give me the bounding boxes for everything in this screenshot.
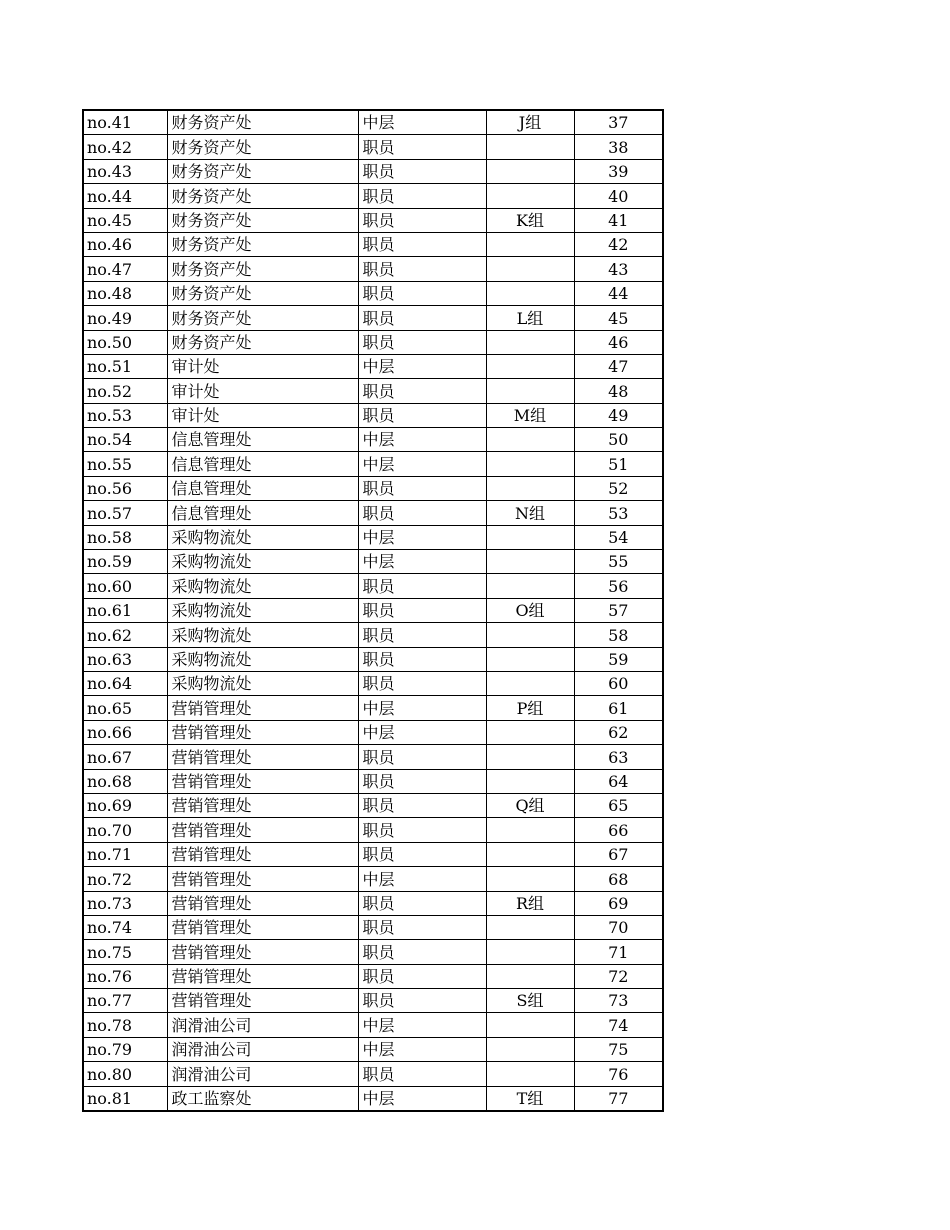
department-cell: 审计处 <box>167 403 358 427</box>
employee-no-cell: no.55 <box>83 452 167 476</box>
group-cell <box>486 281 574 305</box>
sequence-cell: 53 <box>574 501 663 525</box>
employee-no-cell: no.42 <box>83 135 167 159</box>
employee-no-cell: no.52 <box>83 379 167 403</box>
group-cell <box>486 476 574 500</box>
level-cell: 职员 <box>358 232 486 256</box>
group-cell: K组 <box>486 208 574 232</box>
group-cell <box>486 1037 574 1061</box>
department-cell: 营销管理处 <box>167 964 358 988</box>
level-cell: 职员 <box>358 379 486 403</box>
table-row <box>83 306 663 330</box>
table-row <box>83 793 663 817</box>
level-cell: 职员 <box>358 135 486 159</box>
level-cell: 职员 <box>358 574 486 598</box>
group-cell <box>486 330 574 354</box>
sequence-cell: 63 <box>574 745 663 769</box>
table-row <box>83 745 663 769</box>
roster-table <box>82 109 664 1112</box>
department-cell: 采购物流处 <box>167 574 358 598</box>
sequence-cell: 64 <box>574 769 663 793</box>
table-row <box>83 159 663 183</box>
department-cell: 营销管理处 <box>167 842 358 866</box>
group-cell <box>486 135 574 159</box>
level-cell: 职员 <box>358 940 486 964</box>
table-row <box>83 647 663 671</box>
level-cell: 中层 <box>358 720 486 744</box>
level-cell: 职员 <box>358 745 486 769</box>
level-cell: 中层 <box>358 525 486 549</box>
department-cell: 信息管理处 <box>167 476 358 500</box>
table-row <box>83 525 663 549</box>
sequence-cell: 38 <box>574 135 663 159</box>
employee-no-cell: no.62 <box>83 623 167 647</box>
employee-no-cell: no.49 <box>83 306 167 330</box>
group-cell <box>486 818 574 842</box>
level-cell: 职员 <box>358 818 486 842</box>
department-cell: 信息管理处 <box>167 452 358 476</box>
sequence-cell: 39 <box>574 159 663 183</box>
department-cell: 审计处 <box>167 379 358 403</box>
group-cell <box>486 428 574 452</box>
level-cell: 职员 <box>358 330 486 354</box>
sequence-cell: 50 <box>574 428 663 452</box>
level-cell: 职员 <box>358 403 486 427</box>
sequence-cell: 37 <box>574 110 663 135</box>
group-cell <box>486 964 574 988</box>
table-row <box>83 574 663 598</box>
employee-no-cell: no.79 <box>83 1037 167 1061</box>
table-row <box>83 110 663 135</box>
table-row <box>83 940 663 964</box>
level-cell: 职员 <box>358 842 486 866</box>
employee-no-cell: no.65 <box>83 696 167 720</box>
department-cell: 营销管理处 <box>167 915 358 939</box>
sequence-cell: 54 <box>574 525 663 549</box>
employee-no-cell: no.80 <box>83 1062 167 1086</box>
employee-no-cell: no.60 <box>83 574 167 598</box>
department-cell: 采购物流处 <box>167 623 358 647</box>
group-cell <box>486 671 574 695</box>
department-cell: 信息管理处 <box>167 501 358 525</box>
sequence-cell: 47 <box>574 354 663 378</box>
level-cell: 中层 <box>358 1037 486 1061</box>
group-cell: T组 <box>486 1086 574 1111</box>
sequence-cell: 55 <box>574 550 663 574</box>
table-row <box>83 208 663 232</box>
employee-no-cell: no.81 <box>83 1086 167 1111</box>
department-cell: 营销管理处 <box>167 696 358 720</box>
group-cell <box>486 257 574 281</box>
employee-no-cell: no.71 <box>83 842 167 866</box>
department-cell: 审计处 <box>167 354 358 378</box>
group-cell <box>486 525 574 549</box>
sequence-cell: 72 <box>574 964 663 988</box>
level-cell: 职员 <box>358 208 486 232</box>
department-cell: 营销管理处 <box>167 891 358 915</box>
department-cell: 采购物流处 <box>167 647 358 671</box>
group-cell <box>486 769 574 793</box>
sequence-cell: 46 <box>574 330 663 354</box>
table-row <box>83 915 663 939</box>
employee-no-cell: no.56 <box>83 476 167 500</box>
sequence-cell: 66 <box>574 818 663 842</box>
group-cell <box>486 232 574 256</box>
sequence-cell: 44 <box>574 281 663 305</box>
group-cell <box>486 867 574 891</box>
table-row <box>83 330 663 354</box>
group-cell: O组 <box>486 598 574 622</box>
department-cell: 润滑油公司 <box>167 1013 358 1037</box>
employee-no-cell: no.51 <box>83 354 167 378</box>
employee-no-cell: no.50 <box>83 330 167 354</box>
department-cell: 采购物流处 <box>167 671 358 695</box>
table-row <box>83 501 663 525</box>
department-cell: 营销管理处 <box>167 940 358 964</box>
table-row <box>83 379 663 403</box>
employee-no-cell: no.73 <box>83 891 167 915</box>
department-cell: 采购物流处 <box>167 550 358 574</box>
department-cell: 采购物流处 <box>167 525 358 549</box>
table-row <box>83 623 663 647</box>
sequence-cell: 59 <box>574 647 663 671</box>
table-row <box>83 403 663 427</box>
department-cell: 财务资产处 <box>167 110 358 135</box>
group-cell <box>486 574 574 598</box>
level-cell: 职员 <box>358 989 486 1013</box>
department-cell: 营销管理处 <box>167 867 358 891</box>
employee-no-cell: no.63 <box>83 647 167 671</box>
group-cell <box>486 379 574 403</box>
sequence-cell: 67 <box>574 842 663 866</box>
sequence-cell: 52 <box>574 476 663 500</box>
level-cell: 职员 <box>358 257 486 281</box>
sequence-cell: 42 <box>574 232 663 256</box>
table-row <box>83 818 663 842</box>
sequence-cell: 75 <box>574 1037 663 1061</box>
group-cell <box>486 623 574 647</box>
sequence-cell: 48 <box>574 379 663 403</box>
employee-no-cell: no.45 <box>83 208 167 232</box>
employee-no-cell: no.48 <box>83 281 167 305</box>
level-cell: 职员 <box>358 598 486 622</box>
employee-no-cell: no.68 <box>83 769 167 793</box>
level-cell: 职员 <box>358 184 486 208</box>
table-row <box>83 720 663 744</box>
table-row <box>83 428 663 452</box>
level-cell: 职员 <box>358 1062 486 1086</box>
sequence-cell: 73 <box>574 989 663 1013</box>
group-cell: M组 <box>486 403 574 427</box>
level-cell: 中层 <box>358 550 486 574</box>
sequence-cell: 49 <box>574 403 663 427</box>
table-row <box>83 184 663 208</box>
department-cell: 财务资产处 <box>167 135 358 159</box>
employee-no-cell: no.47 <box>83 257 167 281</box>
employee-no-cell: no.53 <box>83 403 167 427</box>
department-cell: 财务资产处 <box>167 257 358 281</box>
table-row <box>83 964 663 988</box>
level-cell: 职员 <box>358 915 486 939</box>
department-cell: 营销管理处 <box>167 745 358 769</box>
level-cell: 职员 <box>358 769 486 793</box>
employee-no-cell: no.70 <box>83 818 167 842</box>
group-cell <box>486 184 574 208</box>
table-row <box>83 696 663 720</box>
table-row <box>83 989 663 1013</box>
table-row <box>83 452 663 476</box>
group-cell: R组 <box>486 891 574 915</box>
table-row <box>83 135 663 159</box>
table-row <box>83 354 663 378</box>
table-row <box>83 671 663 695</box>
table-row <box>83 1037 663 1061</box>
department-cell: 政工监察处 <box>167 1086 358 1111</box>
department-cell: 信息管理处 <box>167 428 358 452</box>
employee-no-cell: no.66 <box>83 720 167 744</box>
employee-no-cell: no.75 <box>83 940 167 964</box>
sequence-cell: 41 <box>574 208 663 232</box>
group-cell: J组 <box>486 110 574 135</box>
group-cell <box>486 159 574 183</box>
department-cell: 营销管理处 <box>167 720 358 744</box>
department-cell: 润滑油公司 <box>167 1037 358 1061</box>
group-cell <box>486 915 574 939</box>
sequence-cell: 76 <box>574 1062 663 1086</box>
level-cell: 职员 <box>358 501 486 525</box>
employee-no-cell: no.72 <box>83 867 167 891</box>
level-cell: 中层 <box>358 696 486 720</box>
level-cell: 职员 <box>358 647 486 671</box>
level-cell: 中层 <box>358 1013 486 1037</box>
sequence-cell: 45 <box>574 306 663 330</box>
sequence-cell: 51 <box>574 452 663 476</box>
roster-table-body <box>83 110 663 1111</box>
employee-no-cell: no.69 <box>83 793 167 817</box>
group-cell: Q组 <box>486 793 574 817</box>
group-cell <box>486 940 574 964</box>
department-cell: 营销管理处 <box>167 989 358 1013</box>
table-row <box>83 769 663 793</box>
group-cell: L组 <box>486 306 574 330</box>
table-row <box>83 598 663 622</box>
level-cell: 中层 <box>358 452 486 476</box>
table-row <box>83 550 663 574</box>
employee-no-cell: no.64 <box>83 671 167 695</box>
level-cell: 中层 <box>358 428 486 452</box>
table-row <box>83 1086 663 1111</box>
table-row <box>83 1062 663 1086</box>
group-cell: N组 <box>486 501 574 525</box>
employee-no-cell: no.44 <box>83 184 167 208</box>
sequence-cell: 40 <box>574 184 663 208</box>
department-cell: 润滑油公司 <box>167 1062 358 1086</box>
table-row <box>83 1013 663 1037</box>
group-cell: P组 <box>486 696 574 720</box>
sequence-cell: 71 <box>574 940 663 964</box>
level-cell: 职员 <box>358 159 486 183</box>
group-cell <box>486 720 574 744</box>
level-cell: 职员 <box>358 891 486 915</box>
department-cell: 财务资产处 <box>167 159 358 183</box>
sequence-cell: 56 <box>574 574 663 598</box>
group-cell <box>486 550 574 574</box>
group-cell <box>486 452 574 476</box>
employee-no-cell: no.74 <box>83 915 167 939</box>
level-cell: 中层 <box>358 354 486 378</box>
sequence-cell: 70 <box>574 915 663 939</box>
employee-no-cell: no.76 <box>83 964 167 988</box>
employee-no-cell: no.58 <box>83 525 167 549</box>
level-cell: 职员 <box>358 476 486 500</box>
sequence-cell: 43 <box>574 257 663 281</box>
table-row <box>83 867 663 891</box>
sequence-cell: 60 <box>574 671 663 695</box>
department-cell: 财务资产处 <box>167 281 358 305</box>
employee-no-cell: no.43 <box>83 159 167 183</box>
employee-no-cell: no.78 <box>83 1013 167 1037</box>
table-row <box>83 842 663 866</box>
department-cell: 财务资产处 <box>167 184 358 208</box>
employee-no-cell: no.46 <box>83 232 167 256</box>
group-cell <box>486 647 574 671</box>
sequence-cell: 58 <box>574 623 663 647</box>
employee-no-cell: no.57 <box>83 501 167 525</box>
department-cell: 财务资产处 <box>167 232 358 256</box>
employee-no-cell: no.41 <box>83 110 167 135</box>
level-cell: 职员 <box>358 623 486 647</box>
employee-no-cell: no.61 <box>83 598 167 622</box>
department-cell: 财务资产处 <box>167 330 358 354</box>
level-cell: 中层 <box>358 1086 486 1111</box>
department-cell: 采购物流处 <box>167 598 358 622</box>
employee-no-cell: no.54 <box>83 428 167 452</box>
level-cell: 职员 <box>358 281 486 305</box>
table-row <box>83 232 663 256</box>
department-cell: 营销管理处 <box>167 793 358 817</box>
group-cell: S组 <box>486 989 574 1013</box>
level-cell: 职员 <box>358 306 486 330</box>
sequence-cell: 74 <box>574 1013 663 1037</box>
sequence-cell: 65 <box>574 793 663 817</box>
level-cell: 职员 <box>358 793 486 817</box>
table-row <box>83 891 663 915</box>
level-cell: 职员 <box>358 671 486 695</box>
level-cell: 职员 <box>358 964 486 988</box>
employee-no-cell: no.59 <box>83 550 167 574</box>
group-cell <box>486 1013 574 1037</box>
employee-no-cell: no.77 <box>83 989 167 1013</box>
sequence-cell: 68 <box>574 867 663 891</box>
table-row <box>83 281 663 305</box>
department-cell: 营销管理处 <box>167 769 358 793</box>
department-cell: 财务资产处 <box>167 208 358 232</box>
department-cell: 营销管理处 <box>167 818 358 842</box>
level-cell: 中层 <box>358 867 486 891</box>
table-row <box>83 476 663 500</box>
sequence-cell: 62 <box>574 720 663 744</box>
department-cell: 财务资产处 <box>167 306 358 330</box>
table-row <box>83 257 663 281</box>
level-cell: 中层 <box>358 110 486 135</box>
group-cell <box>486 354 574 378</box>
sequence-cell: 57 <box>574 598 663 622</box>
group-cell <box>486 745 574 769</box>
sequence-cell: 69 <box>574 891 663 915</box>
employee-no-cell: no.67 <box>83 745 167 769</box>
sequence-cell: 61 <box>574 696 663 720</box>
sequence-cell: 77 <box>574 1086 663 1111</box>
group-cell <box>486 1062 574 1086</box>
group-cell <box>486 842 574 866</box>
